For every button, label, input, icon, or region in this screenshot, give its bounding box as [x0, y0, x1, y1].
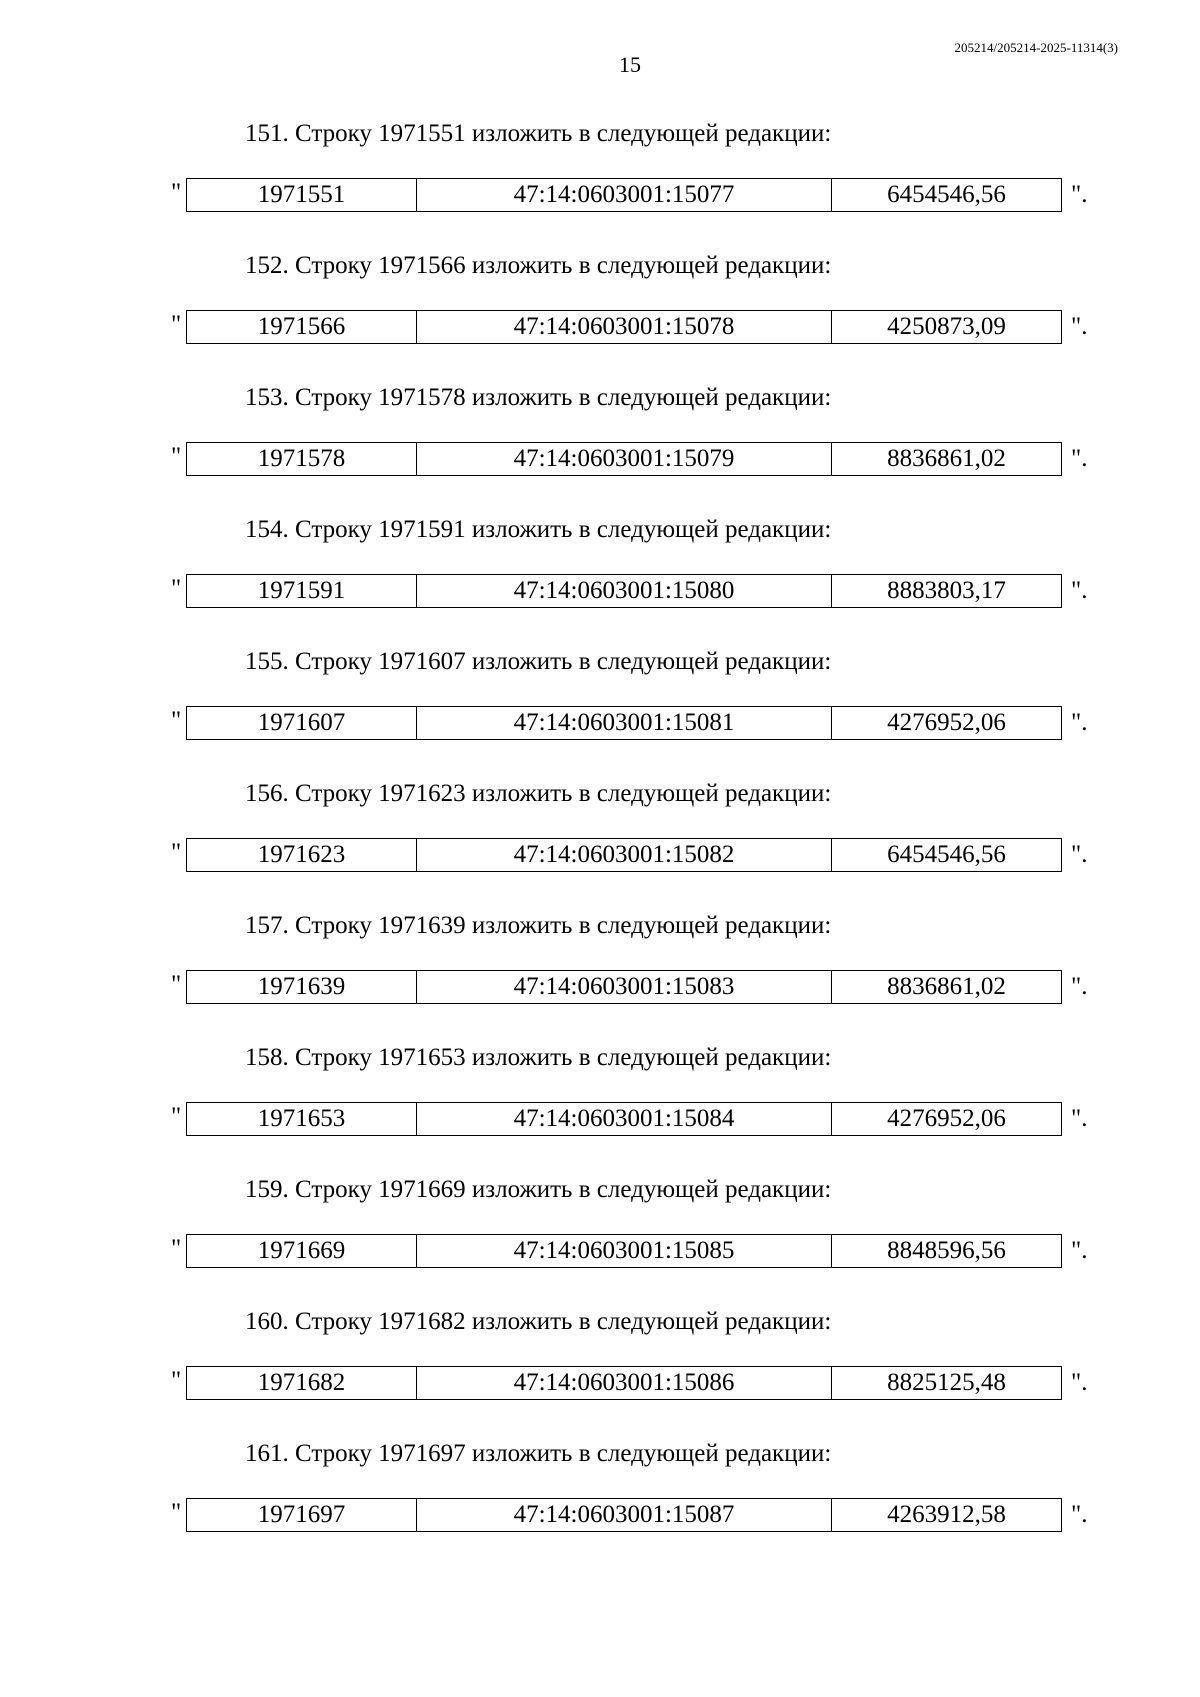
opening-quote: " — [171, 1103, 182, 1130]
closing-quote: ". — [1071, 181, 1088, 208]
row-number-cell: 1971653 — [187, 1103, 417, 1136]
amendment-instruction: 160. Строку 1971682 изложить в следующей редакции: — [245, 1308, 832, 1335]
amended-row-table — [186, 178, 1062, 212]
opening-quote: " — [171, 443, 182, 470]
cadastral-number-cell: 47:14:0603001:15080 — [417, 575, 832, 608]
amendment-entry — [0, 1172, 1200, 1304]
value-cell: 8836861,02 — [832, 443, 1062, 476]
amended-row-table — [186, 1498, 1062, 1532]
amendment-instruction: 156. Строку 1971623 изложить в следующей редакции: — [245, 780, 832, 807]
closing-quote: ". — [1071, 577, 1088, 604]
row-number-cell: 1971607 — [187, 707, 417, 740]
table-row — [187, 1499, 1062, 1532]
value-cell: 4263912,58 — [832, 1499, 1062, 1532]
amendment-entry — [0, 776, 1200, 908]
value-cell: 4276952,06 — [832, 707, 1062, 740]
value-cell: 4276952,06 — [832, 1103, 1062, 1136]
amendment-instruction: 159. Строку 1971669 изложить в следующей редакции: — [245, 1176, 832, 1203]
amended-row-table — [186, 1366, 1062, 1400]
cadastral-number-cell: 47:14:0603001:15083 — [417, 971, 832, 1004]
cadastral-number-cell: 47:14:0603001:15084 — [417, 1103, 832, 1136]
row-number-cell: 1971551 — [187, 179, 417, 212]
opening-quote: " — [171, 1235, 182, 1262]
amended-row-table — [186, 442, 1062, 476]
amendment-entry — [0, 908, 1200, 1040]
amendment-instruction: 154. Строку 1971591 изложить в следующей редакции: — [245, 516, 832, 543]
amendment-instruction: 158. Строку 1971653 изложить в следующей редакции: — [245, 1044, 832, 1071]
amendment-instruction: 153. Строку 1971578 изложить в следующей редакции: — [245, 384, 832, 411]
table-row — [187, 1103, 1062, 1136]
value-cell: 4250873,09 — [832, 311, 1062, 344]
amended-row-table — [186, 574, 1062, 608]
closing-quote: ". — [1071, 1105, 1088, 1132]
closing-quote: ". — [1071, 313, 1088, 340]
row-number-cell: 1971669 — [187, 1235, 417, 1268]
amended-row-table — [186, 838, 1062, 872]
opening-quote: " — [171, 575, 182, 602]
amended-row-table — [186, 706, 1062, 740]
closing-quote: ". — [1071, 1237, 1088, 1264]
closing-quote: ". — [1071, 1501, 1088, 1528]
document-reference: 205214/205214-2025-11314(3) — [954, 40, 1118, 55]
row-number-cell: 1971591 — [187, 575, 417, 608]
amendment-instruction: 155. Строку 1971607 изложить в следующей редакции: — [245, 648, 832, 675]
opening-quote: " — [171, 311, 182, 338]
table-row — [187, 311, 1062, 344]
value-cell: 6454546,56 — [832, 839, 1062, 872]
closing-quote: ". — [1071, 445, 1088, 472]
table-row — [187, 443, 1062, 476]
row-number-cell: 1971566 — [187, 311, 417, 344]
cadastral-number-cell: 47:14:0603001:15077 — [417, 179, 832, 212]
table-row — [187, 707, 1062, 740]
page-number: 15 — [619, 52, 641, 77]
closing-quote: ". — [1071, 709, 1088, 736]
amendment-instruction: 157. Строку 1971639 изложить в следующей редакции: — [245, 912, 832, 939]
amended-row-table — [186, 1234, 1062, 1268]
opening-quote: " — [171, 1499, 182, 1526]
table-row — [187, 839, 1062, 872]
amendment-entry — [0, 116, 1200, 248]
value-cell: 8848596,56 — [832, 1235, 1062, 1268]
table-row — [187, 575, 1062, 608]
closing-quote: ". — [1071, 1369, 1088, 1396]
cadastral-number-cell: 47:14:0603001:15078 — [417, 311, 832, 344]
amended-row-table — [186, 310, 1062, 344]
opening-quote: " — [171, 839, 182, 866]
amendment-instruction: 161. Строку 1971697 изложить в следующей редакции: — [245, 1440, 832, 1467]
closing-quote: ". — [1071, 973, 1088, 1000]
value-cell: 8836861,02 — [832, 971, 1062, 1004]
value-cell: 8825125,48 — [832, 1367, 1062, 1400]
cadastral-number-cell: 47:14:0603001:15086 — [417, 1367, 832, 1400]
amendment-instruction: 151. Строку 1971551 изложить в следующей редакции: — [245, 120, 832, 147]
table-row — [187, 1235, 1062, 1268]
cadastral-number-cell: 47:14:0603001:15085 — [417, 1235, 832, 1268]
row-number-cell: 1971697 — [187, 1499, 417, 1532]
cadastral-number-cell: 47:14:0603001:15087 — [417, 1499, 832, 1532]
amendment-entry — [0, 1040, 1200, 1172]
row-number-cell: 1971578 — [187, 443, 417, 476]
row-number-cell: 1971623 — [187, 839, 417, 872]
amendment-entry — [0, 1436, 1200, 1568]
opening-quote: " — [171, 971, 182, 998]
row-number-cell: 1971682 — [187, 1367, 417, 1400]
value-cell: 6454546,56 — [832, 179, 1062, 212]
amendment-entry — [0, 248, 1200, 380]
amendment-entry — [0, 1304, 1200, 1436]
amendment-entry — [0, 380, 1200, 512]
amendment-instruction: 152. Строку 1971566 изложить в следующей редакции: — [245, 252, 832, 279]
opening-quote: " — [171, 179, 182, 206]
cadastral-number-cell: 47:14:0603001:15079 — [417, 443, 832, 476]
cadastral-number-cell: 47:14:0603001:15081 — [417, 707, 832, 740]
cadastral-number-cell: 47:14:0603001:15082 — [417, 839, 832, 872]
table-row — [187, 971, 1062, 1004]
opening-quote: " — [171, 1367, 182, 1394]
amendment-entry — [0, 512, 1200, 644]
amended-row-table — [186, 970, 1062, 1004]
amended-row-table — [186, 1102, 1062, 1136]
row-number-cell: 1971639 — [187, 971, 417, 1004]
table-row — [187, 1367, 1062, 1400]
closing-quote: ". — [1071, 841, 1088, 868]
amendment-entry — [0, 644, 1200, 776]
value-cell: 8883803,17 — [832, 575, 1062, 608]
opening-quote: " — [171, 707, 182, 734]
table-row — [187, 179, 1062, 212]
